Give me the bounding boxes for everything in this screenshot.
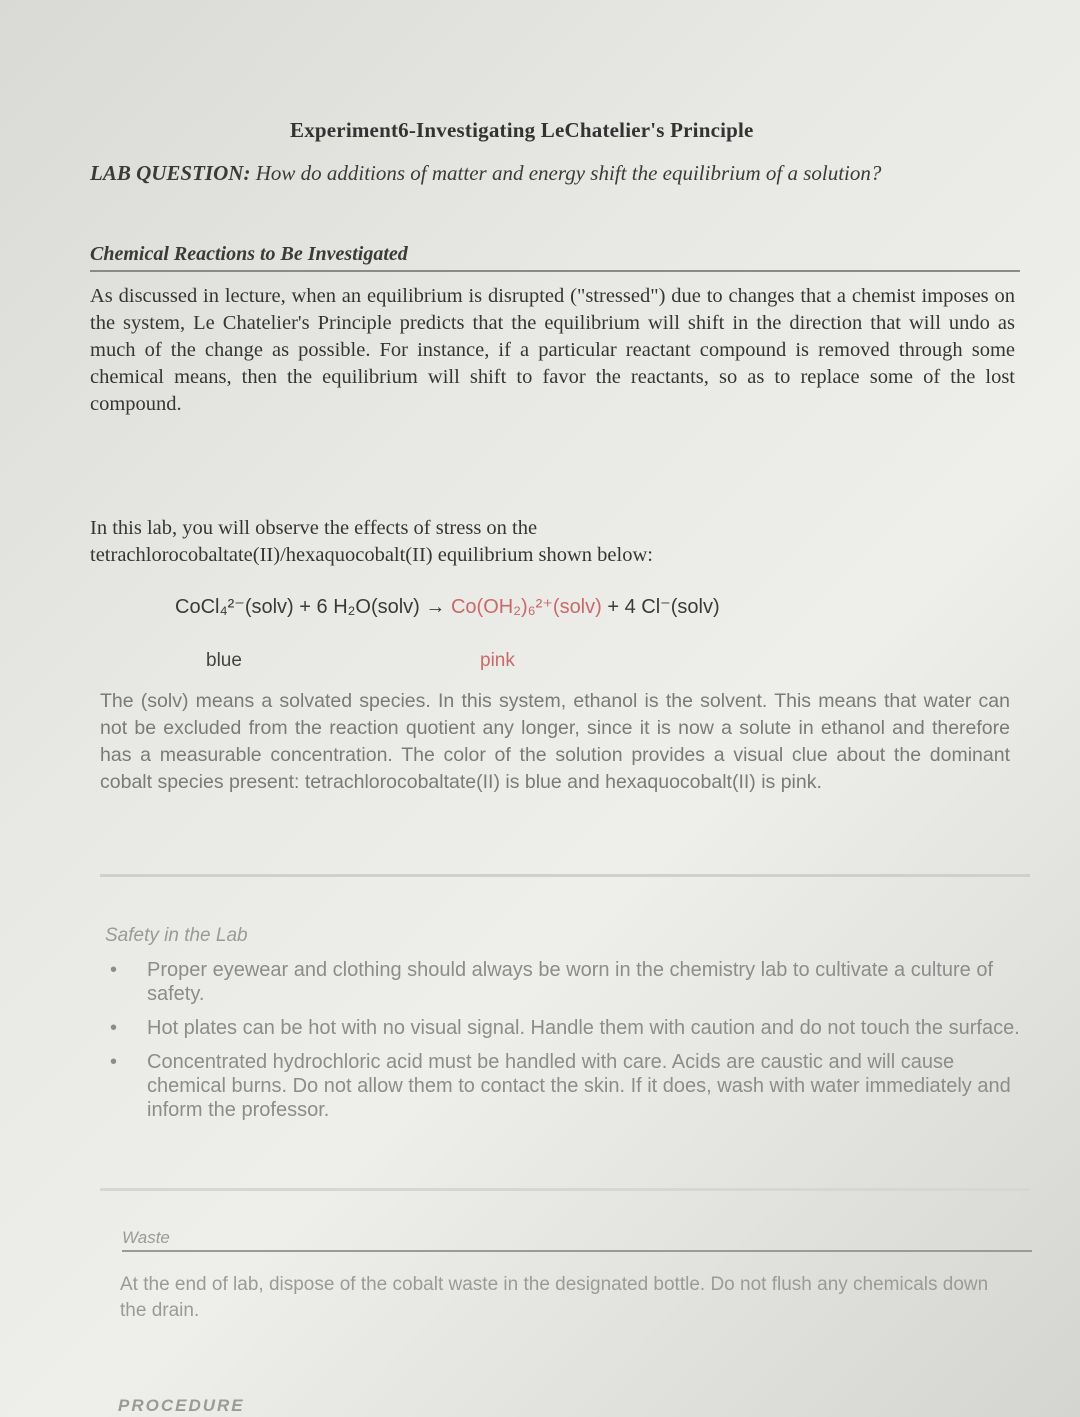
safety-item: • Proper eyewear and clothing should always be worn in the chemistry lab to cultivate a culture of safety. (110, 959, 994, 1005)
intro-paragraph: In this lab, you will observe the effects of stress on the tetrachlorocobaltate(II)/hexaquocobalt(II) equilibrium shown below: (90, 517, 653, 566)
lab-question-lead: LAB QUESTION: (90, 161, 251, 185)
safety-heading: Safety in the Lab (105, 925, 248, 946)
bullet-icon: • (110, 959, 118, 981)
reactions-heading: Chemical Reactions to Be Investigated (90, 243, 1020, 272)
safety-list (105, 958, 1035, 1132)
safety-item: • Hot plates can be hot with no visual signal. Handle them with caution and do not touch the surface. (110, 1017, 1020, 1039)
lab-question-text: How do additions of matter and energy shift the equilibrium of a solution? (255, 161, 882, 185)
blue-label: blue (206, 650, 242, 671)
bullet-icon: • (110, 1051, 118, 1073)
document-title: Experiment6-Investigating LeChatelier's Principle (290, 118, 754, 142)
waste-heading: Waste (122, 1228, 1032, 1252)
bullet-icon: • (110, 1017, 118, 1039)
equation-cobalt-complex: Co(OH₂)₆²⁺(solv) (450, 596, 602, 618)
solv-paragraph: The (solv) means a solvated species. In this system, ethanol is the solvent. This means that water can not be excluded from the reaction quotient any longer, since it is now a solute in ethanol and therefore has a measurable concentration. The color of the solution provides a visual clue about the dominant cobalt species present: tetrachlorocobaltate(II) is blue and hexaquocobalt(II) is pink. (100, 690, 1010, 793)
lab-question (90, 158, 990, 189)
safety-item: • Concentrated hydrochloric acid must be handled with care. Acids are caustic and will cause chemical burns. Do not allow them to contact the skin. If it does, wash with water immediately and inform the professor. (110, 1051, 1011, 1121)
reactions-paragraph: As discussed in lecture, when an equilibrium is disrupted ("stressed") due to changes that a chemist imposes on the system, Le Chatelier's Principle predicts that the equilibrium will shift in the direction that will undo as much of the change as possible. For instance, if a particular reactant compound is removed through some chemical means, then the equilibrium will shift to favor the reactants, so as to replace some of the lost compound. (90, 285, 1015, 415)
pink-label: pink (480, 650, 515, 671)
equilibrium-equation (175, 594, 875, 619)
waste-paragraph: At the end of lab, dispose of the cobalt waste in the designated bottle. Do not flush any chemicals down the drain. (120, 1274, 989, 1321)
section-divider (100, 874, 1030, 877)
section-divider (100, 1188, 1030, 1191)
procedure-heading: PROCEDURE (118, 1396, 245, 1415)
equation-reactants: CoCl₄²⁻(solv) + 6 H₂O(solv) → (175, 596, 451, 618)
equation-chloride: + 4 Cl⁻(solv) (601, 596, 720, 618)
